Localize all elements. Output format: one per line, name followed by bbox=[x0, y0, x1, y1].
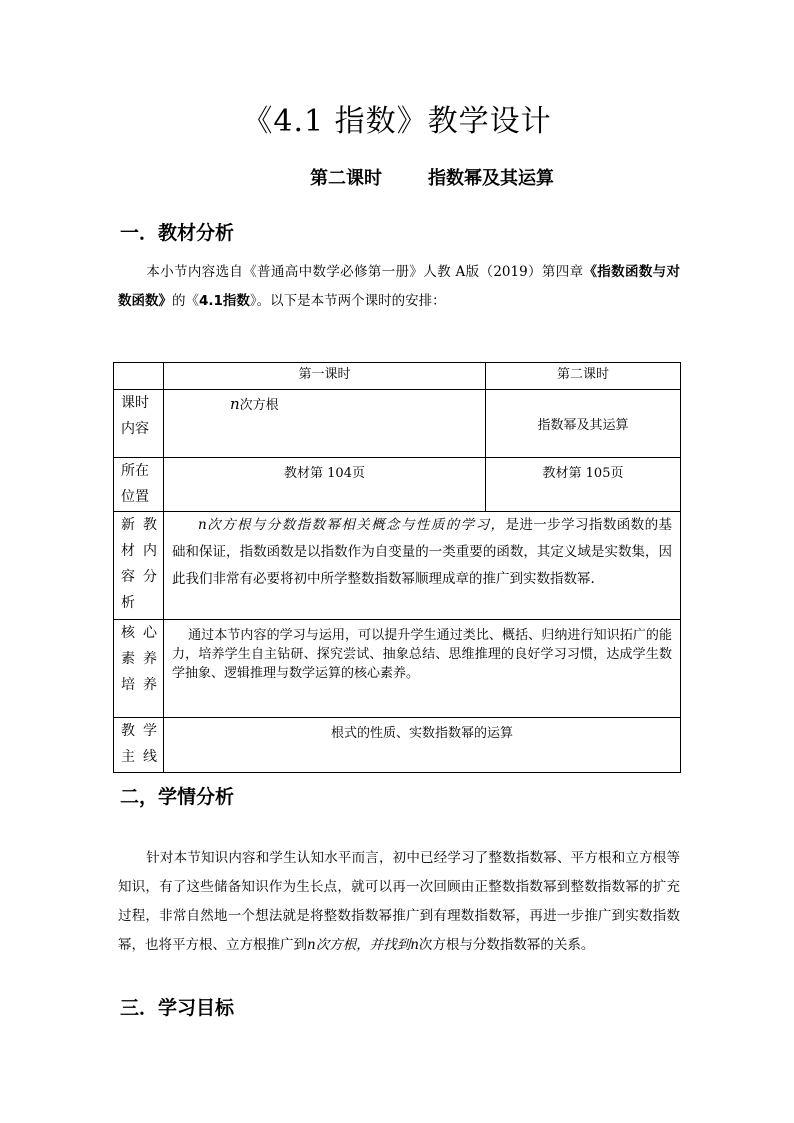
var-n: n bbox=[198, 517, 207, 533]
cell-first-lesson-location: 教材第 104页 bbox=[164, 458, 486, 512]
document-title: 《4.1 指数》教学设计 bbox=[242, 104, 552, 139]
lesson-subtitle bbox=[310, 164, 554, 190]
cell-text-italic: 次方根与分数指数幂相关概念与性质的学习， bbox=[206, 517, 506, 533]
column-header-first-lesson: 第一课时 bbox=[164, 363, 486, 390]
cell-text: 通过本节内容的学习与运用，可以提升学生通过类比、概括、归纳进行知识拓广的能力，培养学生自主钻研、探究尝试、抽象总结、思维推理的良好学习习惯，达成学生数学抽象、逻辑推理与数学运算的核心素养。 bbox=[172, 628, 672, 681]
row-label-lesson-content: 课时内容 bbox=[114, 390, 164, 458]
row-label-location: 所在位置 bbox=[114, 458, 164, 512]
section-heading-textbook-analysis: 一．教材分析 bbox=[120, 222, 235, 244]
row-label-content-analysis: 新教材内容分析 bbox=[114, 512, 164, 620]
lesson-arrangement-table bbox=[113, 362, 681, 773]
cell-text: 是进一步学习指数函数的基础和保证，指数函数是以指数作为自变量的一类重要的函数，其定义域是实数集，因此我们非常有必要将初中所学整数指数幂顺理成章的推广到实数指数幂. bbox=[172, 517, 673, 587]
section-heading-learning-objectives: 三．学习目标 bbox=[120, 997, 235, 1019]
cell-main-line: 根式的性质、实数指数幂的运算 bbox=[164, 718, 681, 773]
para-text: 的《 bbox=[172, 293, 199, 309]
table-row bbox=[114, 390, 681, 458]
table-header-row bbox=[114, 363, 681, 390]
textbook-analysis-paragraph bbox=[118, 258, 680, 316]
cell-first-lesson-content bbox=[164, 390, 486, 458]
para-bold-section: 4.1指数 bbox=[199, 293, 250, 309]
subtitle-lesson-topic: 指数幂及其运算 bbox=[428, 168, 554, 189]
table-row bbox=[114, 458, 681, 512]
column-header-second-lesson: 第二课时 bbox=[486, 363, 681, 390]
para-text: 本小节内容选自《普通高中数学必修第一册》人教 A版（2019）第四章 bbox=[146, 264, 584, 280]
var-n: n bbox=[307, 937, 316, 953]
table-row bbox=[114, 512, 681, 620]
table-row bbox=[114, 718, 681, 773]
cell-text: 次方根 bbox=[239, 398, 279, 413]
row-label-main-line: 教学主线 bbox=[114, 718, 164, 773]
cell-second-lesson-location: 教材第 105页 bbox=[486, 458, 681, 512]
var-n: n bbox=[410, 937, 419, 953]
para-text-italic: 次方根，并找到 bbox=[315, 937, 411, 953]
learning-analysis-paragraph bbox=[118, 844, 680, 960]
table-row bbox=[114, 620, 681, 718]
table-corner-cell bbox=[114, 363, 164, 390]
para-bold-chapter: 《指数函数与对数函数》 bbox=[118, 264, 681, 309]
cell-second-lesson-content: 指数幂及其运算 bbox=[486, 390, 681, 458]
cell-content-analysis bbox=[164, 512, 681, 620]
para-text: 针对本节知识内容和学生认知水平而言，初中已经学习了整数指数幂、平方根和立方根等知识，有了这些储备知识作为生长点，就可以再一次回顾由正整数指数幂到整数指数幂的扩充过程，非常自然地一个想法就是将整数指数幂推广到有理数指数幂，再进一步推广到实数指数幂，也将平方根、立方根推广到 bbox=[118, 850, 680, 953]
var-n: n bbox=[230, 395, 240, 413]
para-text: 次方根与分数指数幂的关系。 bbox=[418, 937, 595, 953]
cell-core-literacy bbox=[164, 620, 681, 718]
subtitle-lesson-number: 第二课时 bbox=[310, 168, 382, 189]
section-heading-learning-analysis: 二，学情分析 bbox=[120, 786, 235, 808]
para-text: 》。以下是本节两个课时的安排： bbox=[249, 293, 446, 309]
row-label-core-literacy: 核心素养培养 bbox=[114, 620, 164, 718]
